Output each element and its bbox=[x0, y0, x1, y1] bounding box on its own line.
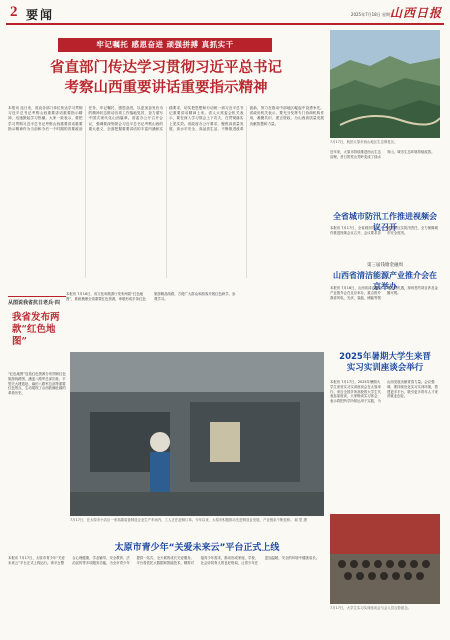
flood-control-headline[interactable]: 全省城市防汛工作推进视频会议召开 bbox=[333, 212, 437, 232]
factory-photo bbox=[70, 352, 324, 516]
energy-kicker: 第三届钱塘金融周 bbox=[367, 263, 403, 268]
landscape-story-body: 近年来，太原市持续推进西山生态治理，昔日的荒山秃岭变成了绿水青山，城市生态环境持续改善。 bbox=[330, 150, 435, 159]
internship-body: 本报讯 7月17日，2025年暑期大学生来晋实习实训座谈会在太原举行。来自全国多所高校的大学生代表参加座谈，大家畅谈实习体会，表示将把所学所知运用于实践，为山西发展贡献青春力量。会议强调，要持续优化实习实训环境，搭建更多平台，吸引更多青年人才来晋就业创业。 bbox=[330, 380, 438, 404]
lead-headline[interactable] bbox=[8, 58, 324, 98]
publication-date: 2025年7月18日 星期五 bbox=[350, 12, 394, 17]
group-photo bbox=[330, 514, 440, 604]
landscape-photo-caption: 7月17日，航拍太原市西山地区生态修复区。 bbox=[330, 140, 398, 144]
youth-platform-headline[interactable]: 太原市青少年“关爱未来云”平台正式上线 bbox=[114, 543, 280, 553]
internship-headline-line2: 实习实训座谈会举行 bbox=[346, 363, 424, 373]
group-photo-caption: 7月17日，大学生实习实训座谈会与会人员合影留念。 bbox=[330, 606, 412, 610]
section-name: 要闻 bbox=[26, 8, 55, 22]
red-map-headline[interactable]: 我省发布两款“红色地图” bbox=[12, 312, 60, 347]
lead-headline-line1: 省直部门传达学习贯彻习近平总书记 bbox=[50, 60, 282, 76]
clean-energy-body: 本报讯 7月16日，山西省清洁能源产业推介会在北京举办，重点推介我省风电、光伏、氢能、储能等领域投资机遇，现场签约项目涉及金额可观。 bbox=[330, 286, 438, 300]
youth-platform-body: 本报讯 7月17日，太原市青少年“关爱未来云”平台正式上线运行。该平台整合心理健康、学业辅导、安全教育、法治宣传等多项服务功能，为全市青少年提供一站式、全天候的成长关爱服务。平台将依托大数据和智能技术，精准对接青少年需求，推动形成家庭、学校、社会协同育人的良好格局，让青少年在更加温暖、安全的环境中健康成长。 bbox=[8, 556, 319, 565]
internship-headline-line1: 2025年暑期大学生来晋 bbox=[339, 352, 431, 362]
internship-headline[interactable] bbox=[330, 352, 440, 374]
flood-control-body: 本报讯 7月17日，全省城市防汛工作推进视频会议召开，会议要求各地压紧压实防汛责任，全力保障城市安全度汛。 bbox=[330, 226, 438, 235]
clean-energy-headline[interactable]: 山西省清洁能源产业推介会在京举办 bbox=[333, 271, 437, 291]
red-map-body: 本报讯 7月16日，省文化和旅游厅发布两款“红色地图”，系统梳理全省重要红色资源，串联形成多条红色旅游精品线路，方便广大群众和游客开展红色研学、参观学习。 bbox=[66, 292, 236, 301]
lead-article-body: 本报讯 连日来，省直各部门单位传达学习贯彻习近平总书记考察山西重要讲话重要指示精神，迅速掀起学习热潮。大家一致表示，要把学习贯彻习近平总书记考察山西重要讲话重要指示精神作为当前和今后一个时期的首要政治任务，牢记嘱托、感恩奋进，以更加奋发有为的精神状态推动各项工作落地见效，奋力谱写中国式现代化山西篇章。省委办公厅召开会议，强调要深刻领会习近平总书记考察山西的重大意义，全面把握重要讲话的丰富内涵和实践要求，切实把思想和行动统一到习近平总书记重要讲话精神上来。省人大常委会机关表示，要在深入学习领会上下功夫，在贯彻落实上见实效。省政府办公厅要求，聚焦高质量发展、高水平安全、高品质生活，不断推进改革创新，努力在推动中部地区崛起中奋勇争先。省政协机关表示，要充分发挥专门协商机构作用，凝聚共识、建言资政，为山西高质量发展贡献智慧和力量。 bbox=[8, 106, 324, 131]
newspaper-logo: 山西日报 bbox=[389, 6, 442, 20]
side-kicker: 从图说我省抗日老兵·四 bbox=[8, 296, 66, 306]
factory-photo-caption: 7月17日，在太原市小店区一家高端装备制造企业生产车间内，工人正在赶制订单。今年以来，太原市积极推动先进制造业发展，产业链条不断延伸。 郝 思 摄 bbox=[70, 518, 307, 522]
page-number: 2 bbox=[10, 4, 18, 20]
lead-headline-line2: 考察山西重要讲话重要指示精神 bbox=[64, 80, 268, 96]
landscape-photo bbox=[330, 30, 440, 138]
slogan-banner: 牢记嘱托 感恩奋进 顽强拼搏 真抓实干 bbox=[58, 38, 272, 52]
red-map-body-cont: “红色地图”包括红色资源分布图和红色旅游线路图，涵盖八路军总部旧址、平型关大捷遗址、麻田八路军总部等重要红色景点，生动展现了山西波澜壮阔的革命历史。 bbox=[8, 372, 66, 396]
masthead bbox=[6, 3, 444, 25]
